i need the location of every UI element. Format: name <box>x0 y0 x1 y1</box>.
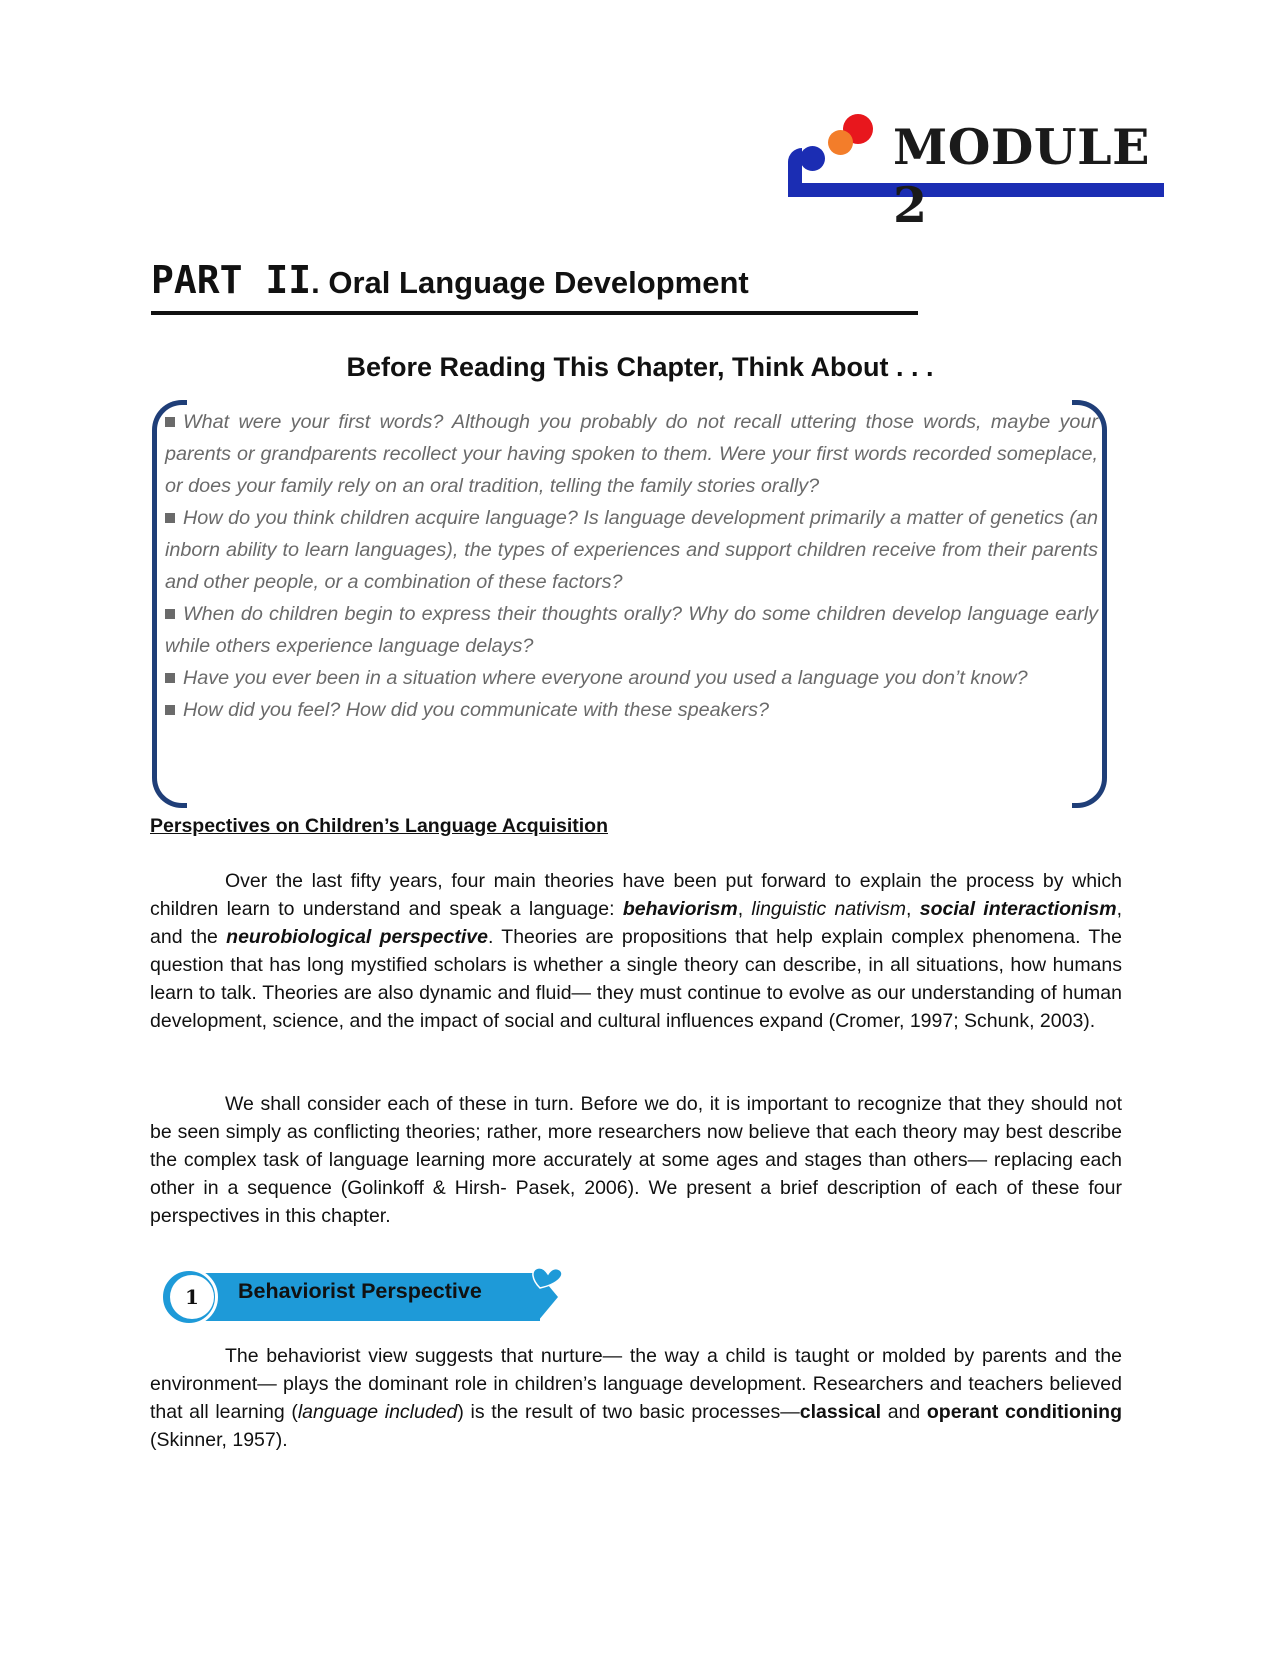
question-list <box>165 406 1098 726</box>
hearts-icon <box>500 1260 570 1330</box>
square-bullet-icon <box>165 513 175 523</box>
paragraph-consider: We shall consider each of these in turn. Before we do, it is important to recognize that they should not be seen simply as conflicting theories; rather, more researchers now believe that each theory may best describe the complex task of language learning more accurately at some ages and stages than others— replacing each other in a sequence (Golinkoff & Hirsh- Pasek, 2006). We present a brief description of each of these four perspectives in this chapter. <box>150 1093 1122 1227</box>
paragraph-behaviorist: The behaviorist view suggests that nurture— the way a child is taught or molded by parents and the environment— plays the dominant role in children’s language development. Researchers and teachers believed that all learning (language included) is the result of two basic processes—classical and operant conditioning (Skinner, 1957). <box>150 1345 1123 1451</box>
square-bullet-icon <box>165 417 175 427</box>
question-item: How did you feel? How did you communicate with these speakers? <box>165 694 1098 726</box>
part-heading <box>151 258 749 302</box>
paragraph-theories: Over the last fifty years, four main theories have been put forward to explain the process by which children learn to understand and speak a language: behaviorism, linguistic nativism, social interactionism, and the neurobiological perspective. Theories are propositions that help explain complex phenomena. The question that has long mystified scholars is whether a single theory can describe, in all situations, how humans learn to talk. Theories are also dynamic and fluid— they must continue to evolve as our understanding of human development, science, and the impact of social and cultural influences expand (Cromer, 1997; Schunk, 2003). <box>150 870 1122 1032</box>
question-item: When do children begin to express their thoughts orally? Why do some children develop language early while others experience language delays? <box>165 603 1098 657</box>
square-bullet-icon <box>165 705 175 715</box>
square-bullet-icon <box>165 673 175 683</box>
part-label: PART II <box>151 258 312 302</box>
part-title: . Oral Language Development <box>311 265 749 300</box>
square-bullet-icon <box>165 609 175 619</box>
module-header <box>788 108 1168 234</box>
section-heading: Perspectives on Children’s Language Acquisition <box>150 815 608 837</box>
blue-dot-logo <box>800 146 825 171</box>
behaviorist-banner <box>160 1268 570 1328</box>
orange-dot-logo <box>828 130 853 155</box>
banner-number: 1 <box>185 1285 199 1309</box>
question-item: Have you ever been in a situation where everyone around you used a language you don’t know? <box>165 662 1098 694</box>
question-item: What were your first words? Although you probably do not recall uttering those words, maybe your parents or grandparents recollect your having spoken to them. Were your first words recorded someplace, or does your family rely on an oral tradition, telling the family stories orally? <box>165 411 1098 497</box>
module-title: MODULE 2 <box>893 118 1150 234</box>
banner-label: Behaviorist Perspective <box>238 1279 482 1303</box>
think-about-heading: Before Reading This Chapter, Think About . . . <box>346 352 934 382</box>
question-item: How do you think children acquire language? Is language development primarily a matter of genetics (an inborn ability to learn languages), the types of experiences and support children receive from their parents and other people, or a combination of these factors? <box>165 507 1098 593</box>
part-heading-underline <box>151 311 918 315</box>
